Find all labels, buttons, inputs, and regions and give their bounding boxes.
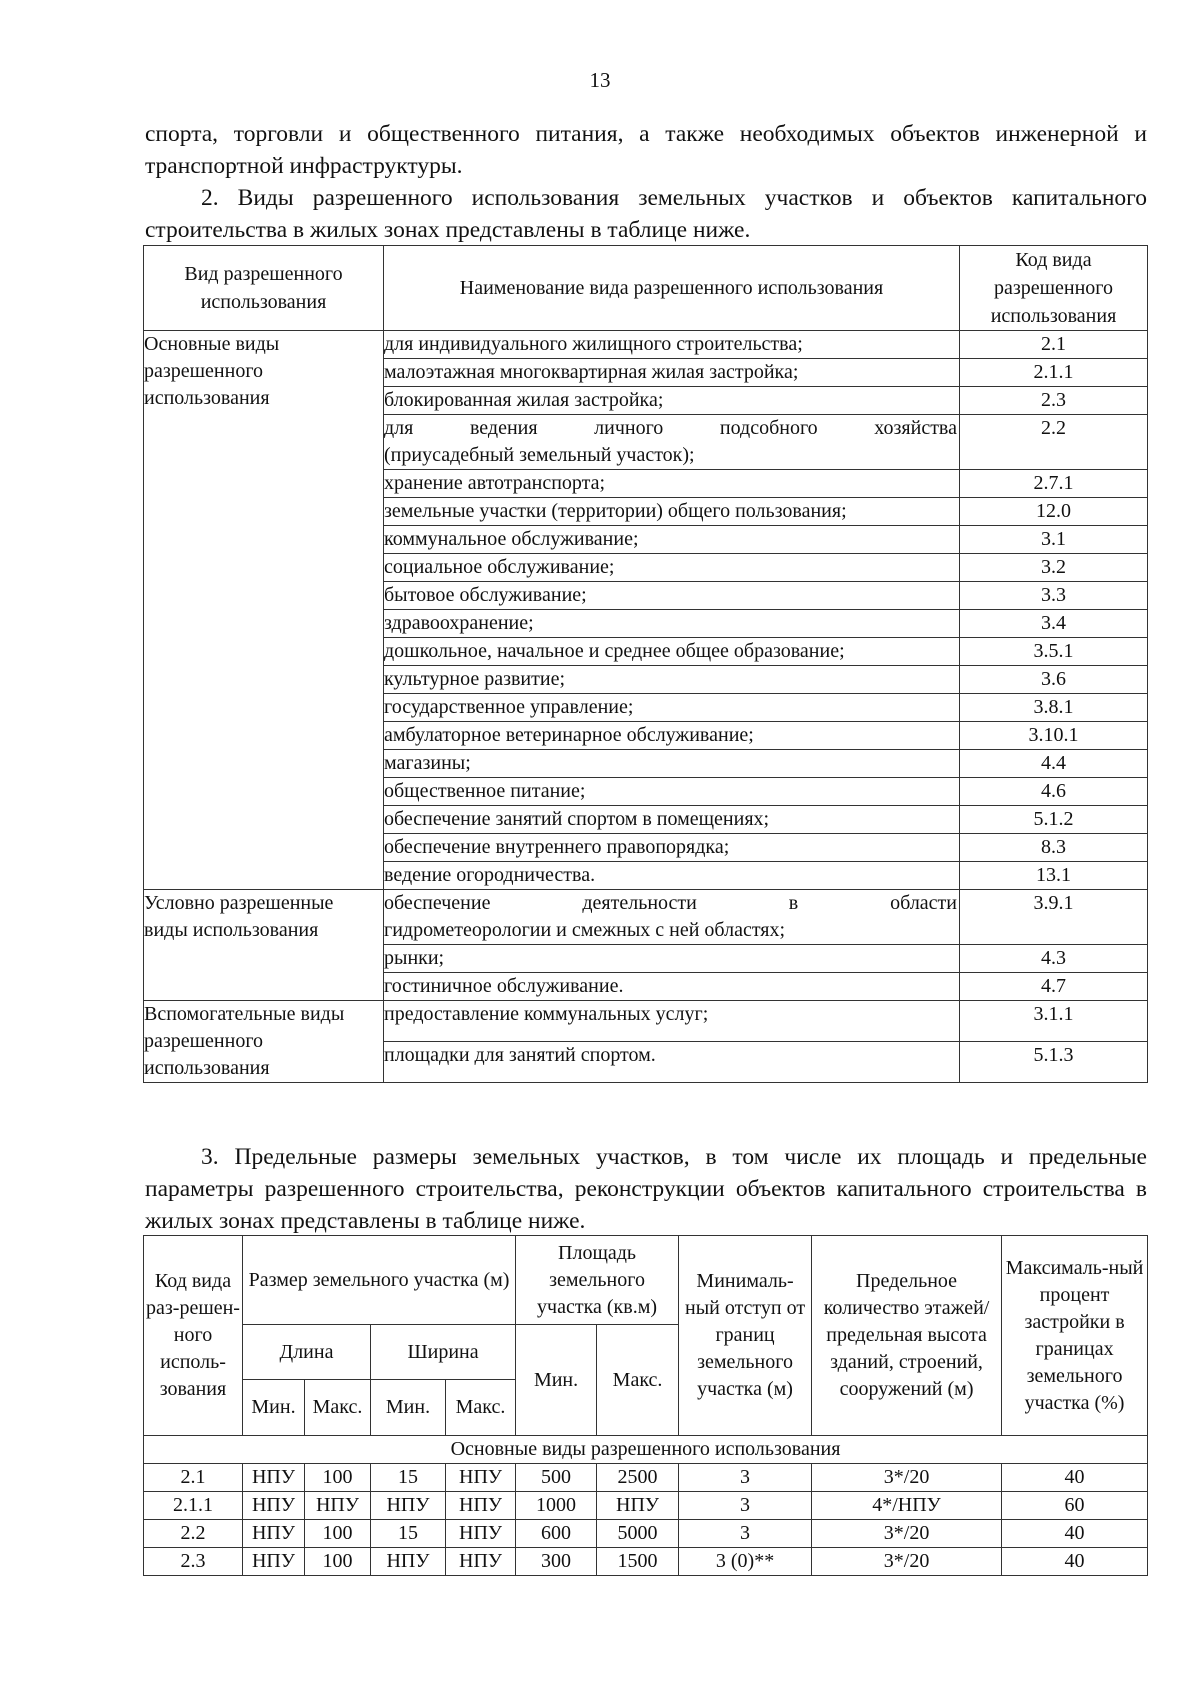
header-area-min: Мин. bbox=[516, 1325, 597, 1436]
limits-cell: 2.1 bbox=[144, 1464, 243, 1492]
use-code: 2.2 bbox=[960, 415, 1148, 470]
use-code: 3.6 bbox=[960, 666, 1148, 694]
use-code: 3.1 bbox=[960, 526, 1148, 554]
limits-cell: 100 bbox=[305, 1464, 371, 1492]
header-floors-height: Предельное количество этажей/ предельная высота зданий, строений, сооружений (м) bbox=[812, 1236, 1002, 1436]
header-setback: Минималь-ный отступ от границ земельного участка (м) bbox=[679, 1236, 812, 1436]
limits-cell: НПУ bbox=[446, 1520, 516, 1548]
use-code: 2.1 bbox=[960, 331, 1148, 359]
limits-row bbox=[144, 1520, 1148, 1548]
limits-cell: 2.1.1 bbox=[144, 1492, 243, 1520]
header-length-min: Мин. bbox=[243, 1380, 305, 1436]
use-code: 3.8.1 bbox=[960, 694, 1148, 722]
limits-cell: 1500 bbox=[597, 1548, 679, 1576]
use-code: 13.1 bbox=[960, 862, 1148, 890]
use-name: площадки для занятий спортом. bbox=[384, 1042, 960, 1083]
header-plot-area: Площадь земельного участка (кв.м) bbox=[516, 1236, 679, 1325]
use-code: 8.3 bbox=[960, 834, 1148, 862]
page-number: 13 bbox=[589, 68, 611, 92]
header-max-percent: Максималь-ный процент застройки в границах земельного участка (%) bbox=[1002, 1236, 1148, 1436]
limits-cell: 3 bbox=[679, 1464, 812, 1492]
use-name: государственное управление; bbox=[384, 694, 960, 722]
limits-cell: 1000 bbox=[516, 1492, 597, 1520]
limits-cell: НПУ bbox=[305, 1492, 371, 1520]
use-name: амбулаторное ветеринарное обслуживание; bbox=[384, 722, 960, 750]
use-code: 4.4 bbox=[960, 750, 1148, 778]
use-name: культурное развитие; bbox=[384, 666, 960, 694]
use-category: Основные виды разрешенного использования bbox=[144, 331, 384, 890]
limits-cell: 2.3 bbox=[144, 1548, 243, 1576]
limits-cell: 3 (0)** bbox=[679, 1548, 812, 1576]
limits-table bbox=[143, 1235, 1148, 1576]
use-name-line: для ведения личного подсобного хозяйства bbox=[384, 417, 957, 439]
limits-cell: 2500 bbox=[597, 1464, 679, 1492]
paragraph-1: спорта, торговли и общественного питания, а также необходимых объектов инженерной и транспортной инфраструктуры. bbox=[145, 121, 1147, 179]
limits-cell: НПУ bbox=[243, 1548, 305, 1576]
limits-cell: НПУ bbox=[371, 1548, 446, 1576]
limits-cell: НПУ bbox=[446, 1548, 516, 1576]
limits-cell: НПУ bbox=[243, 1464, 305, 1492]
limits-cell: НПУ bbox=[597, 1492, 679, 1520]
use-category: Вспомогательные виды разрешенного использования bbox=[144, 1001, 384, 1083]
use-name: хранение автотранспорта; bbox=[384, 470, 960, 498]
limits-cell: НПУ bbox=[446, 1464, 516, 1492]
use-name: обеспечение внутреннего правопорядка; bbox=[384, 834, 960, 862]
use-code: 3.5.1 bbox=[960, 638, 1148, 666]
use-code: 2.1.1 bbox=[960, 359, 1148, 387]
limits-cell: 3 bbox=[679, 1492, 812, 1520]
limits-body bbox=[144, 1436, 1148, 1576]
header-use-type: Вид разрешенного использования bbox=[144, 246, 384, 331]
limits-cell: 4*/НПУ bbox=[812, 1492, 1002, 1520]
use-code: 3.4 bbox=[960, 610, 1148, 638]
limits-section-title: Основные виды разрешенного использования bbox=[144, 1436, 1148, 1464]
use-name: коммунальное обслуживание; bbox=[384, 526, 960, 554]
limits-cell: 40 bbox=[1002, 1520, 1148, 1548]
header-width-max: Макс. bbox=[446, 1380, 516, 1436]
header-width: Ширина bbox=[371, 1325, 516, 1380]
limits-cell: 40 bbox=[1002, 1464, 1148, 1492]
use-name: малоэтажная многоквартирная жилая застройка; bbox=[384, 359, 960, 387]
use-code: 12.0 bbox=[960, 498, 1148, 526]
limits-cell: 100 bbox=[305, 1548, 371, 1576]
use-code: 5.1.2 bbox=[960, 806, 1148, 834]
use-code: 3.9.1 bbox=[960, 890, 1148, 945]
use-code: 2.7.1 bbox=[960, 470, 1148, 498]
use-name: гостиничное обслуживание. bbox=[384, 973, 960, 1001]
use-name bbox=[384, 890, 960, 945]
use-name: земельные участки (территории) общего пользования; bbox=[384, 498, 960, 526]
limits-cell: НПУ bbox=[243, 1492, 305, 1520]
use-code: 5.1.3 bbox=[960, 1042, 1148, 1083]
limits-cell: 500 bbox=[516, 1464, 597, 1492]
header-width-min: Мин. bbox=[371, 1380, 446, 1436]
header-limits-code: Код вида раз-решен-ного исполь-зования bbox=[144, 1236, 243, 1436]
limits-row bbox=[144, 1548, 1148, 1576]
use-name: обеспечение занятий спортом в помещениях; bbox=[384, 806, 960, 834]
limits-cell: 15 bbox=[371, 1464, 446, 1492]
limits-cell: 5000 bbox=[597, 1520, 679, 1548]
limits-cell: 3*/20 bbox=[812, 1520, 1002, 1548]
use-name: дошкольное, начальное и среднее общее образование; bbox=[384, 638, 960, 666]
header-plot-size: Размер земельного участка (м) bbox=[243, 1236, 516, 1325]
use-name: рынки; bbox=[384, 945, 960, 973]
header-area-max: Макс. bbox=[597, 1325, 679, 1436]
use-code: 3.3 bbox=[960, 582, 1148, 610]
limits-cell: НПУ bbox=[446, 1492, 516, 1520]
use-row bbox=[144, 331, 1148, 359]
limits-cell: 300 bbox=[516, 1548, 597, 1576]
header-length: Длина bbox=[243, 1325, 371, 1380]
limits-cell: 40 bbox=[1002, 1548, 1148, 1576]
header-use-code: Код вида разрешенного использования bbox=[960, 246, 1148, 331]
use-code: 3.1.1 bbox=[960, 1001, 1148, 1042]
limits-cell: 15 bbox=[371, 1520, 446, 1548]
limits-cell: 60 bbox=[1002, 1492, 1148, 1520]
limits-row bbox=[144, 1464, 1148, 1492]
limits-cell: НПУ bbox=[371, 1492, 446, 1520]
paragraph-2: 2. Виды разрешенного использования земельных участков и объектов капитального строительства в жилых зонах представлены в таблице ниже. bbox=[145, 185, 1147, 243]
use-name: для индивидуального жилищного строительства; bbox=[384, 331, 960, 359]
use-code: 3.2 bbox=[960, 554, 1148, 582]
use-code: 2.3 bbox=[960, 387, 1148, 415]
use-row bbox=[144, 890, 1148, 945]
use-name-line: гидрометеорологии и смежных с ней областях; bbox=[384, 919, 786, 941]
use-name: предоставление коммунальных услуг; bbox=[384, 1001, 960, 1042]
use-row bbox=[144, 1001, 1148, 1042]
use-name: бытовое обслуживание; bbox=[384, 582, 960, 610]
use-category: Условно разрешенные виды использования bbox=[144, 890, 384, 1001]
header-length-max: Макс. bbox=[305, 1380, 371, 1436]
header-use-name: Наименование вида разрешенного использования bbox=[384, 246, 960, 331]
use-code: 4.3 bbox=[960, 945, 1148, 973]
paragraph-3: 3. Предельные размеры земельных участков, в том числе их площадь и предельные параметры разрешенного строительства, реконструкции объектов капитального строительства в жилых зонах представлены в таблице ниже. bbox=[145, 1144, 1147, 1234]
limits-row bbox=[144, 1492, 1148, 1520]
limits-cell: 2.2 bbox=[144, 1520, 243, 1548]
limits-cell: 100 bbox=[305, 1520, 371, 1548]
use-name: здравоохранение; bbox=[384, 610, 960, 638]
use-code: 4.7 bbox=[960, 973, 1148, 1001]
limits-cell: НПУ bbox=[243, 1520, 305, 1548]
use-name: ведение огородничества. bbox=[384, 862, 960, 890]
limits-cell: 3 bbox=[679, 1520, 812, 1548]
use-name bbox=[384, 415, 960, 470]
limits-cell: 3*/20 bbox=[812, 1464, 1002, 1492]
limits-cell: 600 bbox=[516, 1520, 597, 1548]
use-name-line: обеспечение деятельности в области bbox=[384, 892, 957, 914]
use-name: блокированная жилая застройка; bbox=[384, 387, 960, 415]
use-name: общественное питание; bbox=[384, 778, 960, 806]
use-name: социальное обслуживание; bbox=[384, 554, 960, 582]
use-code: 3.10.1 bbox=[960, 722, 1148, 750]
permitted-uses-body bbox=[144, 331, 1148, 1083]
permitted-uses-table bbox=[143, 245, 1148, 1083]
use-name: магазины; bbox=[384, 750, 960, 778]
limits-cell: 3*/20 bbox=[812, 1548, 1002, 1576]
use-code: 4.6 bbox=[960, 778, 1148, 806]
use-name-line: (приусадебный земельный участок); bbox=[384, 444, 695, 466]
